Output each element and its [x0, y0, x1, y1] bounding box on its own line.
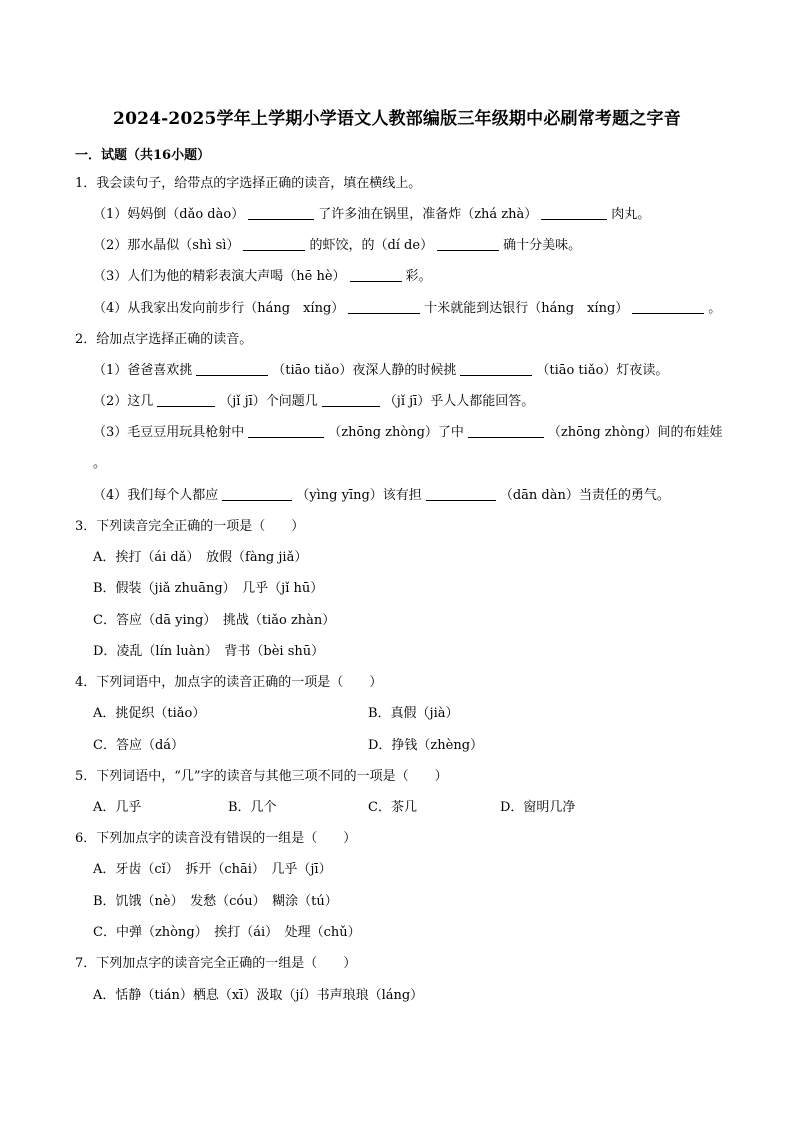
- text: （4）我们每个人都应: [93, 488, 219, 503]
- text: （tiāo tiǎo）灯夜读。: [536, 363, 669, 378]
- question-2-item-3: [93, 424, 723, 442]
- text: （jǐ jī）乎人人都能回答。: [383, 394, 535, 409]
- question-3-option-b[interactable]: B．假装（jiǎ zhuāng） 几乎（jǐ hū）: [93, 581, 324, 596]
- answer-blank[interactable]: [248, 206, 314, 220]
- answer-blank[interactable]: [468, 424, 544, 438]
- text: （3）毛豆豆用玩具枪射中: [93, 425, 245, 440]
- question-5-option-a[interactable]: A．几乎: [93, 800, 142, 815]
- question-3-option-c[interactable]: C．答应（dā ying） 挑战（tiǎo zhàn）: [93, 613, 336, 628]
- answer-blank[interactable]: [243, 237, 305, 251]
- answer-blank[interactable]: [348, 300, 420, 314]
- question-5-option-b[interactable]: B．几个: [228, 800, 277, 815]
- question-6-option-b[interactable]: B．饥饿（nè） 发愁（cóu） 糊涂（tú）: [93, 894, 338, 909]
- question-2-stem: 2．给加点字选择正确的读音。: [75, 332, 253, 347]
- question-1-item-3: [93, 268, 432, 286]
- question-5-option-d[interactable]: D．窗明几净: [500, 800, 576, 815]
- text: （dān dàn）当责任的勇气。: [499, 488, 670, 503]
- answer-blank[interactable]: [322, 393, 380, 407]
- answer-blank[interactable]: [350, 268, 402, 282]
- text: 。: [708, 301, 722, 316]
- question-2-item-3-cont: 。: [93, 456, 107, 471]
- question-2-item-2: [93, 393, 534, 411]
- text: 了许多油在锅里，准备炸（zhá zhà）: [318, 207, 538, 222]
- answer-blank[interactable]: [541, 206, 607, 220]
- question-4-option-c[interactable]: C．答应（dá）: [93, 738, 185, 753]
- question-7-stem: 7．下列加点字的读音完全正确的一组是（ ）: [75, 956, 357, 971]
- question-6-option-c[interactable]: C．中弹（zhòng） 挨打（ái） 处理（chǔ）: [93, 925, 361, 940]
- text: （2）这几: [93, 394, 154, 409]
- answer-blank[interactable]: [632, 300, 704, 314]
- answer-blank[interactable]: [196, 362, 268, 376]
- section-heading: 一．试题（共16小题）: [75, 148, 211, 163]
- text: （zhōng zhòng）了中: [328, 425, 464, 440]
- question-4-stem: 4．下列词语中，加点字的读音正确的一项是（ ）: [75, 675, 383, 690]
- answer-blank[interactable]: [222, 487, 292, 501]
- text: （2）那水晶似（shì sì）: [93, 238, 240, 253]
- text: 彩。: [405, 269, 432, 284]
- text: 确十分美味。: [503, 238, 582, 253]
- text: （tiāo tiǎo）夜深人静的时候挑: [272, 363, 457, 378]
- question-5-option-c[interactable]: C．茶几: [368, 800, 417, 815]
- text: （1）爸爸喜欢挑: [93, 363, 193, 378]
- text: （4）从我家出发向前步行（háng xíng）: [93, 301, 345, 316]
- question-6-option-a[interactable]: A．牙齿（cǐ） 拆开（chāi） 几乎（jī）: [93, 862, 332, 877]
- question-1-stem: 1．我会读句子，给带点的字选择正确的读音，填在横线上。: [75, 176, 422, 191]
- question-1-item-4: [93, 300, 721, 318]
- text: 十米就能到达银行（háng xíng）: [424, 301, 629, 316]
- text: （3）人们为他的精彩表演大声喝（hē hè）: [93, 269, 346, 284]
- answer-blank[interactable]: [426, 487, 496, 501]
- question-3-option-d[interactable]: D．凌乱（lín luàn） 背书（bèi shū）: [93, 644, 325, 659]
- question-4-option-b[interactable]: B．真假（jià）: [368, 706, 459, 721]
- text: 肉丸。: [611, 207, 651, 222]
- text: （1）妈妈倒（dǎo dào）: [93, 207, 245, 222]
- question-4-option-d[interactable]: D．挣钱（zhèng）: [368, 738, 484, 753]
- answer-blank[interactable]: [157, 393, 215, 407]
- question-7-option-a[interactable]: A．恬静（tián）栖息（xī）汲取（jí）书声琅琅（láng）: [93, 988, 424, 1003]
- text: （jǐ jī）个问题几: [219, 394, 318, 409]
- question-3-stem: 3．下列读音完全正确的一项是（ ）: [75, 519, 305, 534]
- text: 的虾饺，的（dí de）: [309, 238, 434, 253]
- question-6-stem: 6．下列加点字的读音没有错误的一组是（ ）: [75, 831, 357, 846]
- question-2-item-1: [93, 362, 668, 380]
- question-3-option-a[interactable]: A．挨打（ái dǎ） 放假（fàng jiǎ）: [93, 550, 308, 565]
- question-5-stem: 5．下列词语中，“几”字的读音与其他三项不同的一项是（ ）: [75, 769, 448, 784]
- page-title: 2024-2025学年上学期小学语文人教部编版三年级期中必刷常考题之字音: [113, 109, 681, 129]
- answer-blank[interactable]: [248, 424, 324, 438]
- question-1-item-2: [93, 237, 581, 255]
- question-2-item-4: [93, 487, 670, 505]
- question-1-item-1: [93, 206, 650, 224]
- text: （zhōng zhòng）间的布娃娃: [547, 425, 723, 440]
- text: （yìng yīng）该有担: [296, 488, 422, 503]
- answer-blank[interactable]: [437, 237, 499, 251]
- question-4-option-a[interactable]: A．挑促织（tiǎo）: [93, 706, 206, 721]
- answer-blank[interactable]: [460, 362, 532, 376]
